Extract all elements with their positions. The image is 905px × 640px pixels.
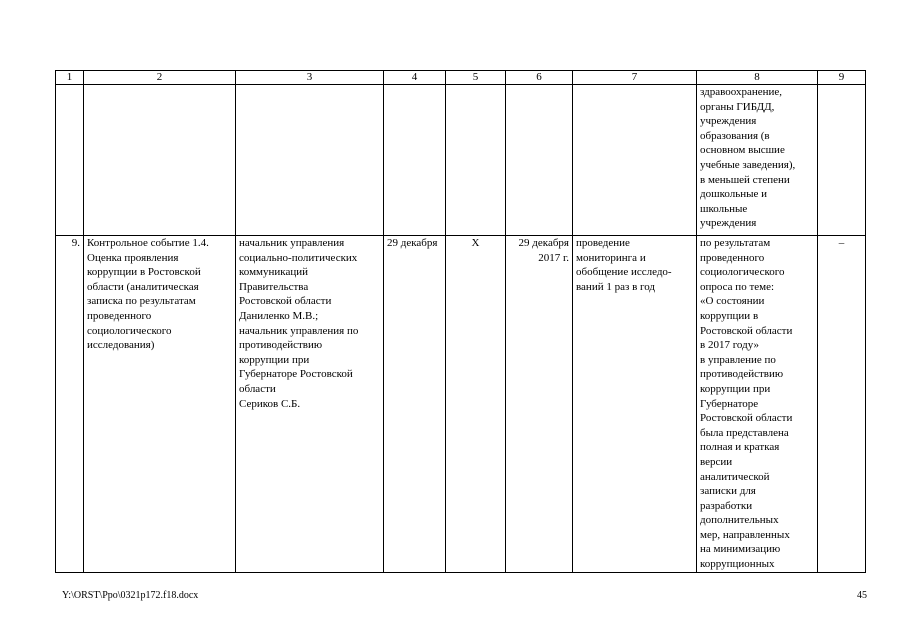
page-number: 45 — [857, 590, 867, 601]
column-9-cell: – — [818, 236, 866, 573]
continued-notes-cell: здравоохранение, органы ГИБДД, учреждения образования (в основном высшие учебные заведения), в меньшей степени дошкольные и школьные учреждения — [697, 85, 818, 236]
cell-empty — [236, 85, 384, 236]
column-number-row — [56, 71, 866, 85]
cell-empty — [384, 85, 446, 236]
footer-file-path: Y:\ORST\Ppo\0321p172.f18.docx — [62, 590, 199, 601]
column-number-6: 6 — [506, 71, 573, 85]
actual-date-cell: 29 декабря 2017 г. — [506, 236, 573, 573]
column-number-3: 3 — [236, 71, 384, 85]
planned-date-cell: 29 декабря — [384, 236, 446, 573]
column-number-7: 7 — [573, 71, 697, 85]
cell-empty — [573, 85, 697, 236]
cell-empty — [506, 85, 573, 236]
control-event-cell: Контрольное событие 1.4. Оценка проявления коррупции в Ростовской области (аналитическая записка по результатам проведенного социологического исследования) — [84, 236, 236, 573]
column-number-9: 9 — [818, 71, 866, 85]
result-cell: проведение мониторинга и обобщение исследо- ваний 1 раз в год — [573, 236, 697, 573]
cell-empty — [446, 85, 506, 236]
row-number-cell: 9. — [56, 236, 84, 573]
cell-empty — [818, 85, 866, 236]
column-number-4: 4 — [384, 71, 446, 85]
cell-empty — [84, 85, 236, 236]
notes-cell: по результатам проведенного социологического опроса по теме: «О состоянии коррупции в Ростовской области в 2017 году» в управление по противодействию коррупции при Губернаторе Ростовской области была представлена полная и краткая версии аналитической записки для разработки дополнительных мер, направленных на минимизацию коррупционных — [697, 236, 818, 573]
table-row-9 — [56, 236, 866, 573]
responsible-cell: начальник управления социально-политических коммуникаций Правительства Ростовской области Даниленко М.В.; начальник управления по противодействию коррупции при Губернаторе Ростовской области Сериков С.Б. — [236, 236, 384, 573]
column-5-cell: X — [446, 236, 506, 573]
column-number-1: 1 — [56, 71, 84, 85]
column-number-5: 5 — [446, 71, 506, 85]
cell-empty — [56, 85, 84, 236]
column-number-2: 2 — [84, 71, 236, 85]
column-number-8: 8 — [697, 71, 818, 85]
continued-table-row — [56, 85, 866, 236]
report-table — [55, 70, 866, 573]
